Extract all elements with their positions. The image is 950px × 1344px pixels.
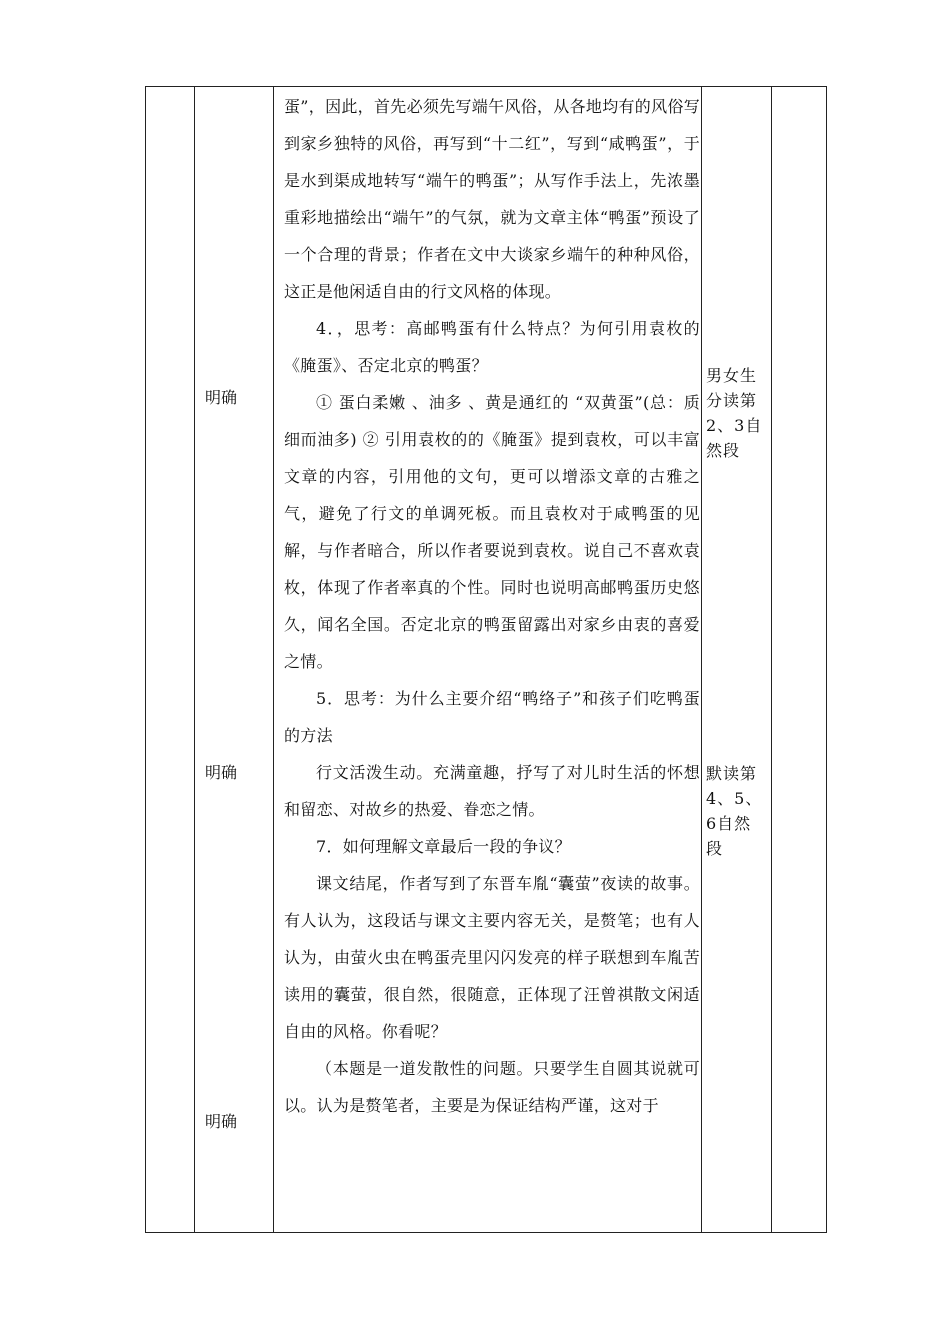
question-7: 7．如何理解文章最后一段的争议？ — [316, 837, 571, 856]
answer-4: ① 蛋白柔嫩 、油多 、黄是通红的 “双黄蛋”(总：质细而油多) ② 引用袁枚的的《腌蛋》提到袁枚，可以丰富文章的内容，引用他的文句，更可以增添文章的古雅之气，避免了行文的单调死板。而且袁枚对于咸鸭蛋的见解，与作者暗合，所以作者要说到袁枚。说自己不喜欢袁枚，体现了作者率真的个性。同时也说明高邮鸭蛋历史悠久，闻名全国。否定北京的鸭蛋留露出对家乡由衷的喜爱之情。 — [284, 393, 700, 671]
side-note-reading-4-6: 默读第4、5、6自然段 — [706, 764, 763, 858]
answer-7-note: （本题是一道发散性的问题。只要学生自圆其说就可以。认为是赘笔者，主要是为保证结构严谨，这对于 — [284, 1059, 700, 1115]
column-divider — [194, 87, 195, 1232]
label-clarify-1: 明确 — [205, 388, 238, 407]
column-divider — [273, 87, 274, 1232]
main-content — [284, 88, 700, 1124]
column-divider — [771, 87, 772, 1232]
side-note-reading-2-3: 男女生分读第2、3自然段 — [706, 366, 763, 460]
label-clarify-2: 明确 — [205, 763, 238, 782]
paragraph-structure: 蛋”，因此，首先必须先写端午风俗，从各地均有的风俗写到家乡独特的风俗，再写到“十二红”，写到“咸鸭蛋”，于是水到渠成地转写“端午的鸭蛋”；从写作手法上，先浓墨重彩地描绘出“端午”的气氛，就为文章主体“鸭蛋”预设了一个合理的背景；作者在文中大谈家乡端午的种种风俗，这正是他闲适自由的行文风格的体现。 — [284, 97, 700, 301]
question-5: 5．思考：为什么主要介绍“鸭络子”和孩子们吃鸭蛋的方法 — [284, 689, 700, 745]
column-divider — [701, 87, 702, 1232]
answer-7: 课文结尾，作者写到了东晋车胤“囊萤”夜读的故事。有人认为，这段话与课文主要内容无关，是赘笔；也有人认为，由萤火虫在鸭蛋壳里闪闪发亮的样子联想到车胤苦读用的囊萤，很自然，很随意，正体现了汪曾祺散文闲适自由的风格。你看呢？ — [284, 874, 700, 1041]
answer-5: 行文活泼生动。充满童趣，抒写了对儿时生活的怀想和留恋、对故乡的热爱、眷恋之情。 — [284, 763, 700, 819]
label-clarify-3: 明确 — [205, 1112, 238, 1131]
question-4: 4．，思考：高邮鸭蛋有什么特点？为何引用袁枚的《腌蛋》、否定北京的鸭蛋？ — [284, 319, 700, 375]
